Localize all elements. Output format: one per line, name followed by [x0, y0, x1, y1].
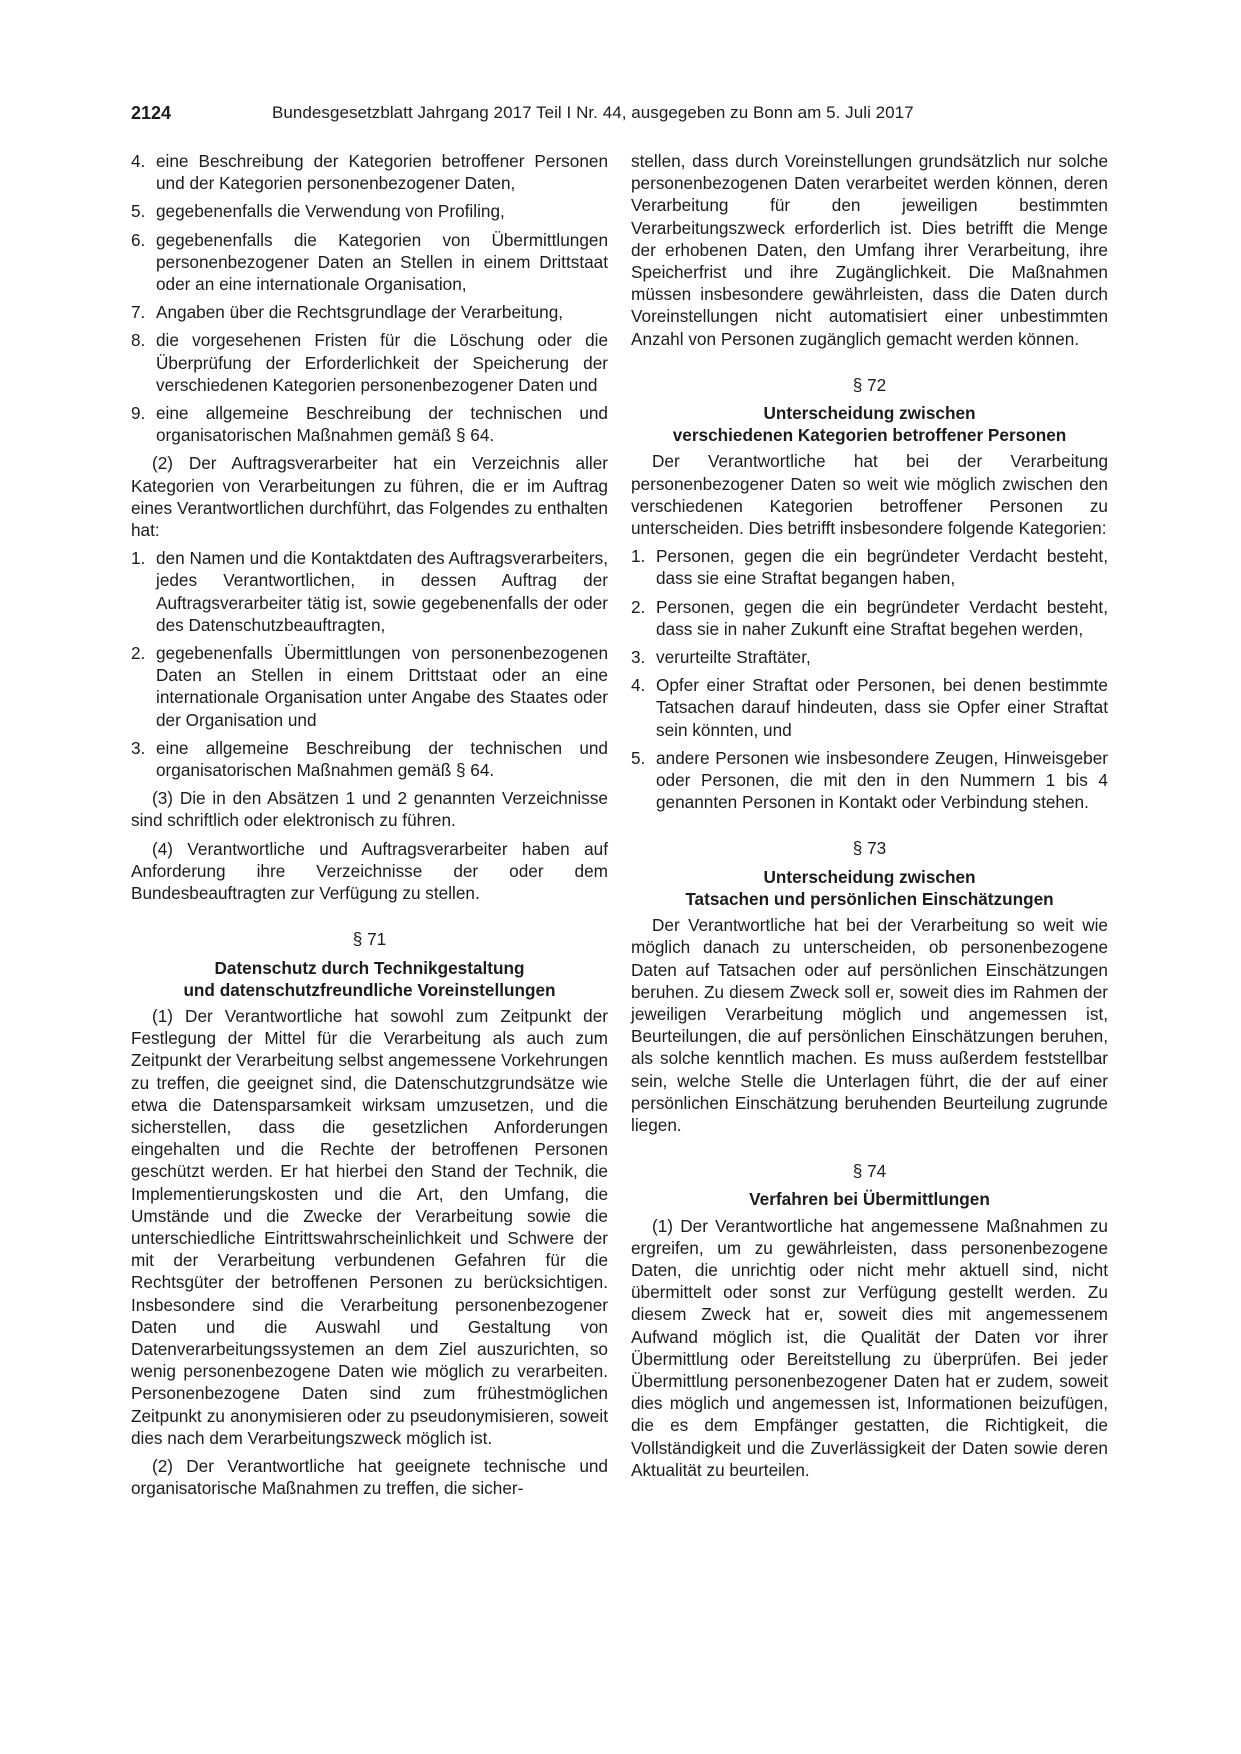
list-item: 5. andere Personen wie insbesondere Zeugen, Hinweisgeber oder Personen, die mit den in den Nummern 1 bis 4 genannten Personen in Kontakt oder Verbindung stehen. — [631, 747, 1108, 813]
paragraph-continuation: stellen, dass durch Voreinstellungen grundsätzlich nur solche personenbezogenen Daten verarbeitet werden können, deren Verarbeitung für den jeweiligen bestimmten Verarbeitungszweck erforderlich ist. Dies betrifft die Menge der erhobenen Daten, den Umfang ihrer Verarbeitung, ihre Speicherfrist und ihre Zugänglichkeit. Die Maßnahmen müssen insbesondere gewährleisten, dass die Daten durch Voreinstellungen nicht automatisiert einer unbestimmten Anzahl von Personen zugänglich gemacht werden können. — [631, 151, 1108, 349]
paragraph: Der Verantwortliche hat bei der Verarbeitung so weit wie möglich danach zu unterscheiden, ob personenbezogene Daten auf Tatsachen oder auf persönlichen Einschätzungen beruhen. Zu diesem Zweck soll er, soweit dies im Rahmen der jeweiligen Verarbeitung möglich und angemessen ist, Beurteilungen, die auf persönlichen Einschätzungen beruhen, als solche kenntlich machen. Es muss außerdem feststellbar sein, welche Stelle die Unterlagen führt, die der auf einer persönlichen Einschätzung beruhenden Beurteilung zugrunde liegen. — [631, 915, 1108, 1135]
list-item: 3. eine allgemeine Beschreibung der technischen und organisatorischen Maßnahmen gemäß § 64. — [131, 737, 608, 781]
section-heading: Datenschutz durch Technikgestaltung und datenschutzfreundliche Voreinstellungen — [183, 957, 556, 1000]
list-item: 2. gegebenenfalls Übermittlungen von personenbezogenen Daten an Stellen in einem Drittstaat oder an eine internationale Organisation unter Angabe des Staates oder der Organisation und — [131, 643, 608, 730]
section-heading: Verfahren bei Übermittlungen — [749, 1189, 990, 1210]
list-item: 4. Opfer einer Straftat oder Personen, bei denen bestimmte Tatsachen darauf hindeuten, dass sie Opfer einer Straftat sein könnten, und — [631, 675, 1108, 740]
list-item: 8. die vorgesehenen Fristen für die Löschung oder die Überprüfung der Erforderlichkeit der Speicherung der verschiedenen Kategorien personenbezogener Daten und — [131, 330, 608, 395]
paragraph-4: (4) Verantwortliche und Auftragsverarbeiter haben auf Anforderung ihre Verzeichnisse der oder dem Bundesbeauftragten zur Verfügung zu stellen. — [131, 838, 608, 904]
section-number: § 72 — [852, 374, 887, 395]
paragraph: (2) Der Verantwortliche hat geeignete technische und organisatorische Maßnahmen zu treffen, die sicher- — [131, 1455, 608, 1499]
publication-title: Bundesgesetzblatt Jahrgang 2017 Teil I Nr. 44, ausgegeben zu Bonn am 5. Juli 2017 — [272, 103, 914, 122]
paragraph-3: (3) Die in den Absätzen 1 und 2 genannten Verzeichnisse sind schriftlich oder elektronisch zu führen. — [131, 788, 608, 831]
list-item: 7. Angaben über die Rechtsgrundlage der Verarbeitung, — [131, 302, 564, 323]
section-number: § 73 — [852, 838, 887, 859]
page-number: 2124 — [131, 103, 172, 123]
section-number: § 71 — [352, 929, 387, 950]
paragraph: (1) Der Verantwortliche hat sowohl zum Zeitpunkt der Festlegung der Mittel für die Verarbeitung als auch zum Zeitpunkt der Verarbeitung selbst angemessene Vorkehrungen zu treffen, die geeignet sind, die Datenschutzgrundsätze wie etwa die Datensparsamkeit wirksam umzusetzen, und die sicherstellen, dass die gesetzlichen Anforderungen eingehalten und die Rechte der betroffenen Personen geschützt werden. Er hat hierbei den Stand der Technik, die Implementierungskosten und die Art, den Umfang, die Umstände und die Zwecke der Verarbeitung sowie die unterschiedliche Eintrittswahrscheinlichkeit und Schwere der mit der Verarbeitung verbundenen Gefahren für die Rechtsgüter der betroffenen Personen zu berücksichtigen. Insbesondere sind die Verarbeitung personenbezogener Daten und die Auswahl und Gestaltung von Datenverarbeitungssystemen an dem Ziel auszurichten, so wenig personenbezogene Daten wie möglich zu verarbeiten. Personenbezogene Daten sind zum frühestmöglichen Zeitpunkt zu anonymisieren oder zu pseudonymisieren, soweit dies nach dem Verarbeitungszweck möglich ist. — [131, 1005, 608, 1448]
paragraph: Der Verantwortliche hat bei der Verarbeitung personenbezogener Daten so weit wie möglich zwischen den verschiedenen Kategorien betroffener Personen zu unterscheiden. Dies betrifft insbesondere folgende Kategorien: — [631, 451, 1108, 539]
paragraph-2: (2) Der Auftragsverarbeiter hat ein Verzeichnis aller Kategorien von Verarbeitungen zu führen, die er im Auftrag eines Verantwortlichen durchführt, das Folgendes zu enthalten hat: — [131, 453, 608, 541]
page-header — [131, 100, 1111, 126]
list-item: 5. gegebenenfalls die Verwendung von Profiling, — [131, 201, 505, 222]
list-item: 2. Personen, gegen die ein begründeter Verdacht besteht, dass sie in naher Zukunft eine Straftat begehen werden, — [631, 596, 1108, 639]
list-item: 9. eine allgemeine Beschreibung der technischen und organisatorischen Maßnahmen gemäß § 64. — [131, 403, 608, 446]
list-item: 3. verurteilte Straftäter, — [631, 647, 811, 668]
section-heading: Unterscheidung zwischen verschiedenen Kategorien betroffener Personen — [672, 403, 1067, 446]
list-item: 6. gegebenenfalls die Kategorien von Übermittlungen personenbezogener Daten an Stellen in einem Drittstaat oder an eine internationale Organisation, — [131, 229, 608, 295]
section-heading: Unterscheidung zwischen Tatsachen und persönlichen Einschätzungen — [685, 866, 1054, 909]
list-item: 4. eine Beschreibung der Kategorien betroffener Personen und der Kategorien personenbezogener Daten, — [131, 151, 608, 194]
paragraph: (1) Der Verantwortliche hat angemessene Maßnahmen zu ergreifen, um zu gewährleisten, dass personenbezogene Daten, die unrichtig oder nicht mehr aktuell sind, nicht übermittelt oder sonst zur Verfügung gestellt werden. Zu diesem Zweck hat er, soweit dies mit angemessenem Aufwand möglich ist, die Qualität der Daten vor ihrer Übermittlung oder Bereitstellung zu überprüfen. Bei jeder Übermittlung personenbezogener Daten hat er zudem, soweit dies möglich und angemessen ist, Informationen beizufügen, die es dem Empfänger gestatten, die Richtigkeit, die Vollständigkeit und die Zuverlässigkeit der Daten sowie deren Aktualität zu beurteilen. — [631, 1215, 1108, 1480]
right-column — [631, 150, 1108, 1487]
list-item: 1. Personen, gegen die ein begründeter Verdacht besteht, dass sie eine Straftat begangen haben, — [631, 546, 1108, 589]
list-item: 1. den Namen und die Kontaktdaten des Auftragsverarbeiters, jedes Verantwortlichen, in dessen Auftrag der Auftragsverarbeiter tätig ist, sowie gegebenenfalls der oder des Datenschutzbeauftragten, — [131, 548, 608, 635]
left-column — [131, 150, 608, 1505]
section-number: § 74 — [852, 1161, 887, 1182]
